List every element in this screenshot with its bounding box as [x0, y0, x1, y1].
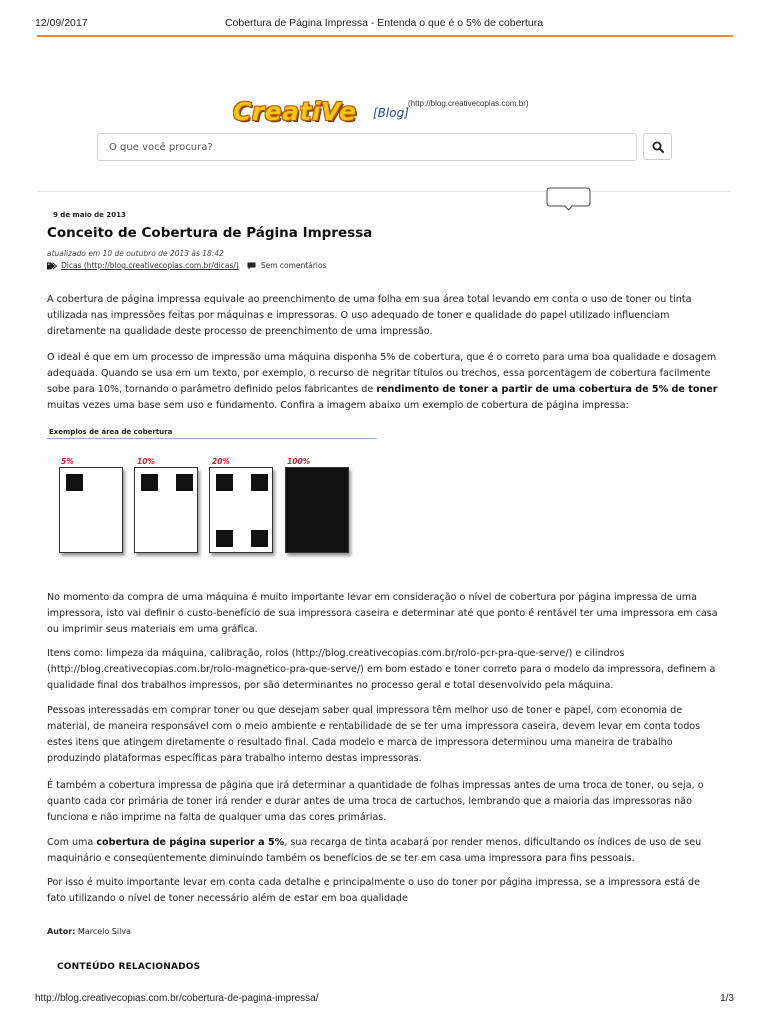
paragraph-2-bold: rendimento de toner a partir de uma cobertura de 5% de toner	[376, 384, 718, 395]
sheet-10	[134, 467, 198, 553]
sheet-100	[285, 467, 349, 553]
paragraph-7-bold: cobertura de página superior a 5%	[96, 837, 285, 848]
paragraph-7-text: Com uma	[47, 837, 97, 848]
paragraph-5: Pessoas interessadas em comprar toner ou que desejam saber qual impressora têm melhor uso de toner e papel, com economia de material, de maneira responsável com o meio ambiente e rentabilidade de se ter uma impressora caseira, devem levar em conta todos estes itens que atingem diretamente o resultado final. Cada modelo e marca de impressora determinou uma maneira de trabalho produzindo plataformas específicas para trabalho interno destas impressoras.	[47, 705, 701, 764]
print-date: 12/09/2017	[35, 17, 88, 29]
coverage-block	[216, 530, 233, 547]
paragraph-1: A cobertura de página impressa equivale ao preenchimento de uma folha em sua área total levando em conta o uso de toner ou tinta utilizada nas impressões feitas por máquinas e impressoras. O uso adequado de toner e qualidade do papel utilizado influenciam diretamente na qualidade deste processo de preenchimento de uma impressão.	[47, 294, 692, 337]
post-meta	[47, 261, 326, 270]
paragraph-8: Por isso é muito importante levar em conta cada detalhe e principalmente o uso do toner por página impressa, se a impressora está de fato utilizando o nível de toner necessário além de estar em boa qualidade	[47, 877, 701, 904]
coverage-block	[66, 474, 83, 491]
coverage-block	[176, 474, 193, 491]
site-logo[interactable]	[233, 95, 543, 131]
paragraph-3: No momento da compra de uma máquina é muito importante levar em consideração o nível de cobertura por página impressa de uma impressora, isto vai definir o custo-benefício de sua impressora caseira e determinar até que ponto é rentável ter uma impressora em casa ou imprimir seus materiais em uma gráfica.	[47, 592, 718, 635]
paragraph-7-text-end: , sua recarga de tinta acabará por render menos, dificultando os índices de uso de seu maquinário e conseqüentemente diminuindo também os benefícios de se ter em casa uma impressora para fins pessoais.	[47, 837, 702, 864]
label-10: 10%	[137, 457, 155, 466]
post-updated: atualizado em 10 de outubro de 2013 às 18:42	[47, 249, 224, 258]
sheet-20	[209, 467, 273, 553]
print-url: http://blog.creativecopias.com.br/cobertura-de-pagina-impressa/	[35, 993, 319, 1004]
paragraph-2	[47, 350, 719, 414]
print-page-title: Cobertura de Página Impressa - Entenda o que é o 5% de cobertura	[224, 17, 544, 29]
paragraph-2-text-end: muitas vezes uma base sem uso e fundamento. Confira a imagem abaixo um exemplo de cobertura de página impressa:	[47, 400, 629, 411]
logo-url[interactable]: (http://blog.creativecopias.com.br)	[408, 99, 529, 108]
print-header	[0, 0, 768, 36]
figure-title: Exemplos de área de cobertura	[47, 425, 377, 439]
coverage-block	[216, 474, 233, 491]
coverage-figure	[47, 425, 377, 570]
comment-icon	[247, 262, 256, 270]
post-title: Conceito de Cobertura de Página Impressa	[47, 225, 373, 241]
sheet-5	[59, 467, 123, 553]
header-rule	[37, 35, 733, 37]
comment-bubble-icon[interactable]	[546, 187, 591, 211]
author-line	[47, 927, 131, 936]
category-link[interactable]: Dicas (http://blog.creativecopias.com.br/dicas/)	[61, 261, 239, 270]
tag-icon	[47, 262, 57, 270]
label-20: 20%	[212, 457, 230, 466]
search-field[interactable]	[97, 133, 637, 161]
paragraph-6: É também a cobertura impressa de página que irá determinar a quantidade de folhas impressas antes de uma troca de toner, ou seja, o quanto cada cor primária de toner irá render e durar antes de uma troca de cartuchos, lembrando que a maioria das impressoras não funciona e não imprime na falta de qualquer uma das cores primárias.	[47, 780, 704, 823]
paragraph-2-text: O ideal é que em um processo de impressão uma máquina disponha 5% de cobertura, que é o correto para uma boa qualidade e dosagem adequada. Quando se usa em um texto, por exemplo, o recurso de negritar títulos ou trechos, essa porcentagem de cobertura facilmente sobe para 10%, tornando o parâmetro definido pelos fabricantes de	[47, 352, 717, 395]
coverage-block	[251, 474, 268, 491]
coverage-block	[141, 474, 158, 491]
comments-count[interactable]: Sem comentários	[260, 261, 327, 270]
search-input[interactable]	[98, 134, 636, 160]
coverage-block	[251, 530, 268, 547]
related-heading: CONTEÚDO RELACIONADOS	[57, 962, 201, 972]
page-number: 1/3	[720, 993, 734, 1004]
content-separator	[37, 191, 731, 192]
author-name: Marcelo Silva	[75, 927, 131, 936]
author-label: Autor:	[47, 927, 76, 936]
logo-blog-label: [Blog]	[373, 106, 409, 120]
search-button[interactable]	[643, 133, 672, 160]
paragraph-7	[47, 835, 719, 867]
label-100: 100%	[287, 457, 311, 466]
logo-wordmark: CreatiVe	[233, 97, 357, 126]
search-icon	[652, 141, 664, 153]
post-date: 9 de maio de 2013	[53, 211, 126, 219]
paragraph-4: Itens como: limpeza da máquina, calibração, rolos (http://blog.creativecopias.com.br/rolo-pcr-pra-que-serve/) e cilindros (http://blog.creativecopias.com.br/rolo-magnetico-pra-que-serve/) em bom estado e toner correto para o modelo da impressora, definem a qualidade final dos trabalhos impressos, por são determinantes no processo geral e total desenvolvido pela máquina.	[47, 648, 716, 691]
label-5: 5%	[61, 457, 74, 466]
